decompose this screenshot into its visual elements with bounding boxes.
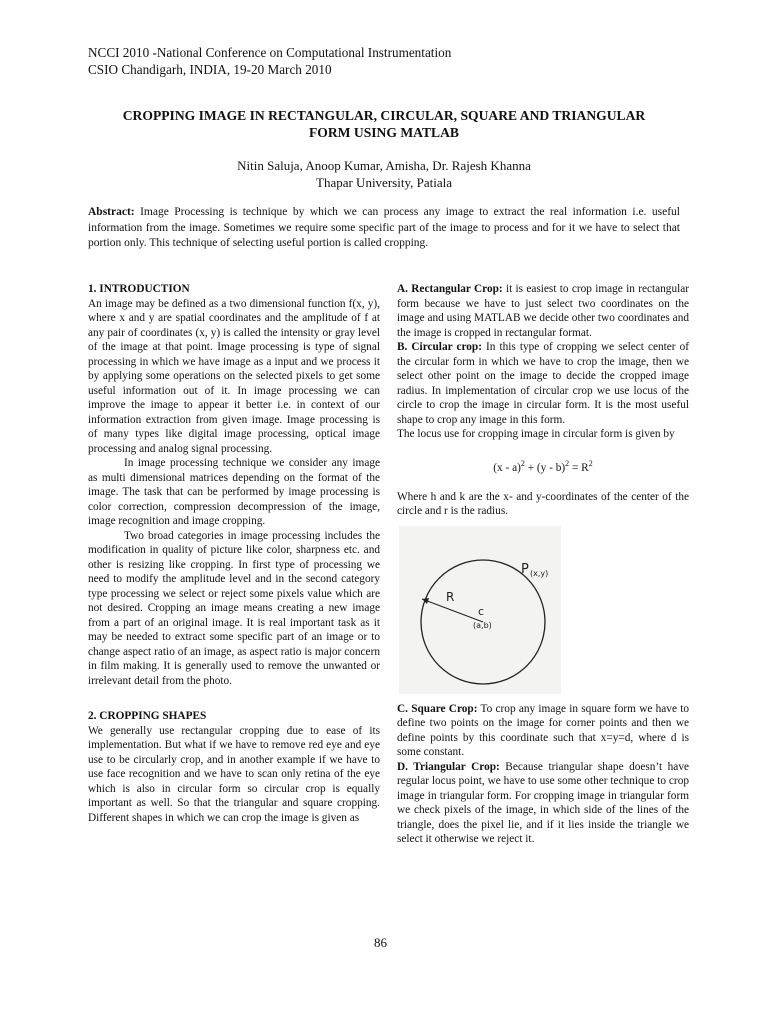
triangular-crop-text: Because triangular shape doesn’t have regular locus point, we have to use some other technique to crop image in triangular form. For cropping image in triangular form we check pixels of the image, in which side of the lines of the triangle, does the pixel lie, and if it lies inside the triangle we select it otherwise we reject it.	[397, 760, 689, 846]
author-names: Nitin Saluja, Anoop Kumar, Amisha, Dr. Rajesh Khanna	[237, 158, 531, 173]
circle-diagram-figure	[399, 526, 561, 694]
intro-paragraph-2: In image processing technique we consider any image as multi dimensional matrices depending on the format of the image. The task that can be performed by image processing is color correction, compression decompression of the image, image recognition and image cropping.	[88, 457, 380, 527]
radius-label: R	[446, 589, 455, 604]
section-heading-cropping-shapes: 2. CROPPING SHAPES	[88, 710, 207, 722]
square-crop-text: To crop any image in square form we have to define two points on the image for corner points and then we define points by this coordinate such that x=y=d, where d is some constant.	[397, 702, 689, 759]
center-coordinates: (a,b)	[473, 620, 492, 630]
cropping-shapes-paragraph: We generally use rectangular cropping due to ease of its implementation. But what if we have to remove red eye and eye use to be circularly crop, and in another example if we have to use face recognition and we have to scan only retina of the eye which is also in circular form so circular crop is equally important as well. So that the triangular and square cropping. Different shapes in which we can crop the image is given as	[88, 724, 380, 824]
intro-paragraph-3: Two broad categories in image processing includes the modification in quality of picture like color, sharpness etc. and other is resizing like cropping. In first type of processing we need to modify the amplitude level and in the second category type processing we select or reject some pixels value which are not desired. Cropping an image means creating a new image from a part of an original image. It is real important task as it may be needed to extract some specific part of an image or to change aspect ratio of an image, as aspect ratio is major concern in film making. It is generally used to remove the unwanted or irrelevant detail from the photo.	[88, 529, 380, 687]
circular-crop-label: B. Circular crop:	[397, 341, 482, 353]
left-column	[88, 282, 380, 825]
right-column	[397, 282, 689, 847]
intro-paragraph-1: An image may be defined as a two dimensional function f(x, y), where x and y are spatial coordinates and the amplitude of f at any pair of coordinates (x, y) is called the intensity or gray level of the image at that point. Image processing is type of signal processing in which we have image as a input and we process it by applying some operations on the selected pixels to get some useful information out of it. In image processing we can improve the image to appear it better i.e. in context of our information extraction from given image. Image processing is of many types like digital image processing, optical image processing and analog signal processing.	[88, 297, 380, 455]
where-paragraph: Where h and k are the x- and y-coordinates of the center of the circle and r is the radius.	[397, 490, 689, 518]
triangular-crop-paragraph	[397, 760, 689, 847]
square-crop-paragraph	[397, 702, 689, 760]
equation-term-3: = R	[569, 461, 589, 474]
point-label: P	[521, 561, 529, 577]
point-coordinates: (x,y)	[530, 568, 549, 578]
title-line-1: CROPPING IMAGE IN RECTANGULAR, CIRCULAR, SQUARE AND TRIANGULAR	[122, 108, 646, 123]
equation-term-2: + (y - b)	[524, 461, 566, 474]
author-affiliation: Thapar University, Patiala	[316, 175, 452, 190]
rectangular-crop-text: it is easiest to crop image in rectangular form because we have to just select two coordinates on the image and using MATLAB we decide other two coordinates and the image is cropped in rectangular format.	[397, 283, 690, 339]
circular-crop-text: In this type of cropping we select center of the circular form in which we have to crop the image, then we select other point on the image to decide the cropped image radius. In implementation of circular crop we use locus of the circle to crop the image in circular form. It is the most useful shape to crop any image in this form.	[397, 341, 689, 426]
abstract-label: Abstract:	[88, 206, 135, 218]
locus-paragraph: The locus use for cropping image in circular form is given by	[397, 428, 675, 440]
abstract-text: Image Processing is technique by which we can process any image to extract the real information i.e. useful information from the image. Sometimes we require some specific part of the image to process and for it we have to select that portion only. This technique of selecting useful portion is called cropping.	[88, 206, 680, 249]
circle-equation	[397, 457, 689, 475]
center-label: c	[478, 604, 485, 618]
paper-title	[70, 107, 698, 141]
title-line-2: FORM USING MATLAB	[308, 125, 460, 140]
circular-crop-paragraph	[397, 340, 689, 427]
equation-term-1: (x - a)	[493, 461, 521, 474]
equation-exponent-2: 2	[565, 458, 570, 468]
equation-exponent-3: 2	[588, 458, 593, 468]
conference-name: NCCI 2010 -National Conference on Computational Instrumentation	[88, 45, 452, 60]
author-block	[70, 157, 698, 191]
conference-venue: CSIO Chandigarh, INDIA, 19-20 March 2010	[88, 62, 332, 77]
conference-header	[88, 44, 451, 78]
rectangular-crop-label: A. Rectangular Crop:	[397, 283, 503, 295]
equation-exponent-1: 2	[520, 458, 525, 468]
triangular-crop-label: D. Triangular Crop:	[397, 760, 500, 773]
abstract	[88, 205, 680, 252]
page-number: 86	[374, 935, 387, 950]
section-heading-introduction: 1. INTRODUCTION	[88, 283, 190, 295]
square-crop-label: C. Square Crop:	[397, 702, 478, 715]
rectangular-crop-paragraph	[397, 282, 689, 340]
